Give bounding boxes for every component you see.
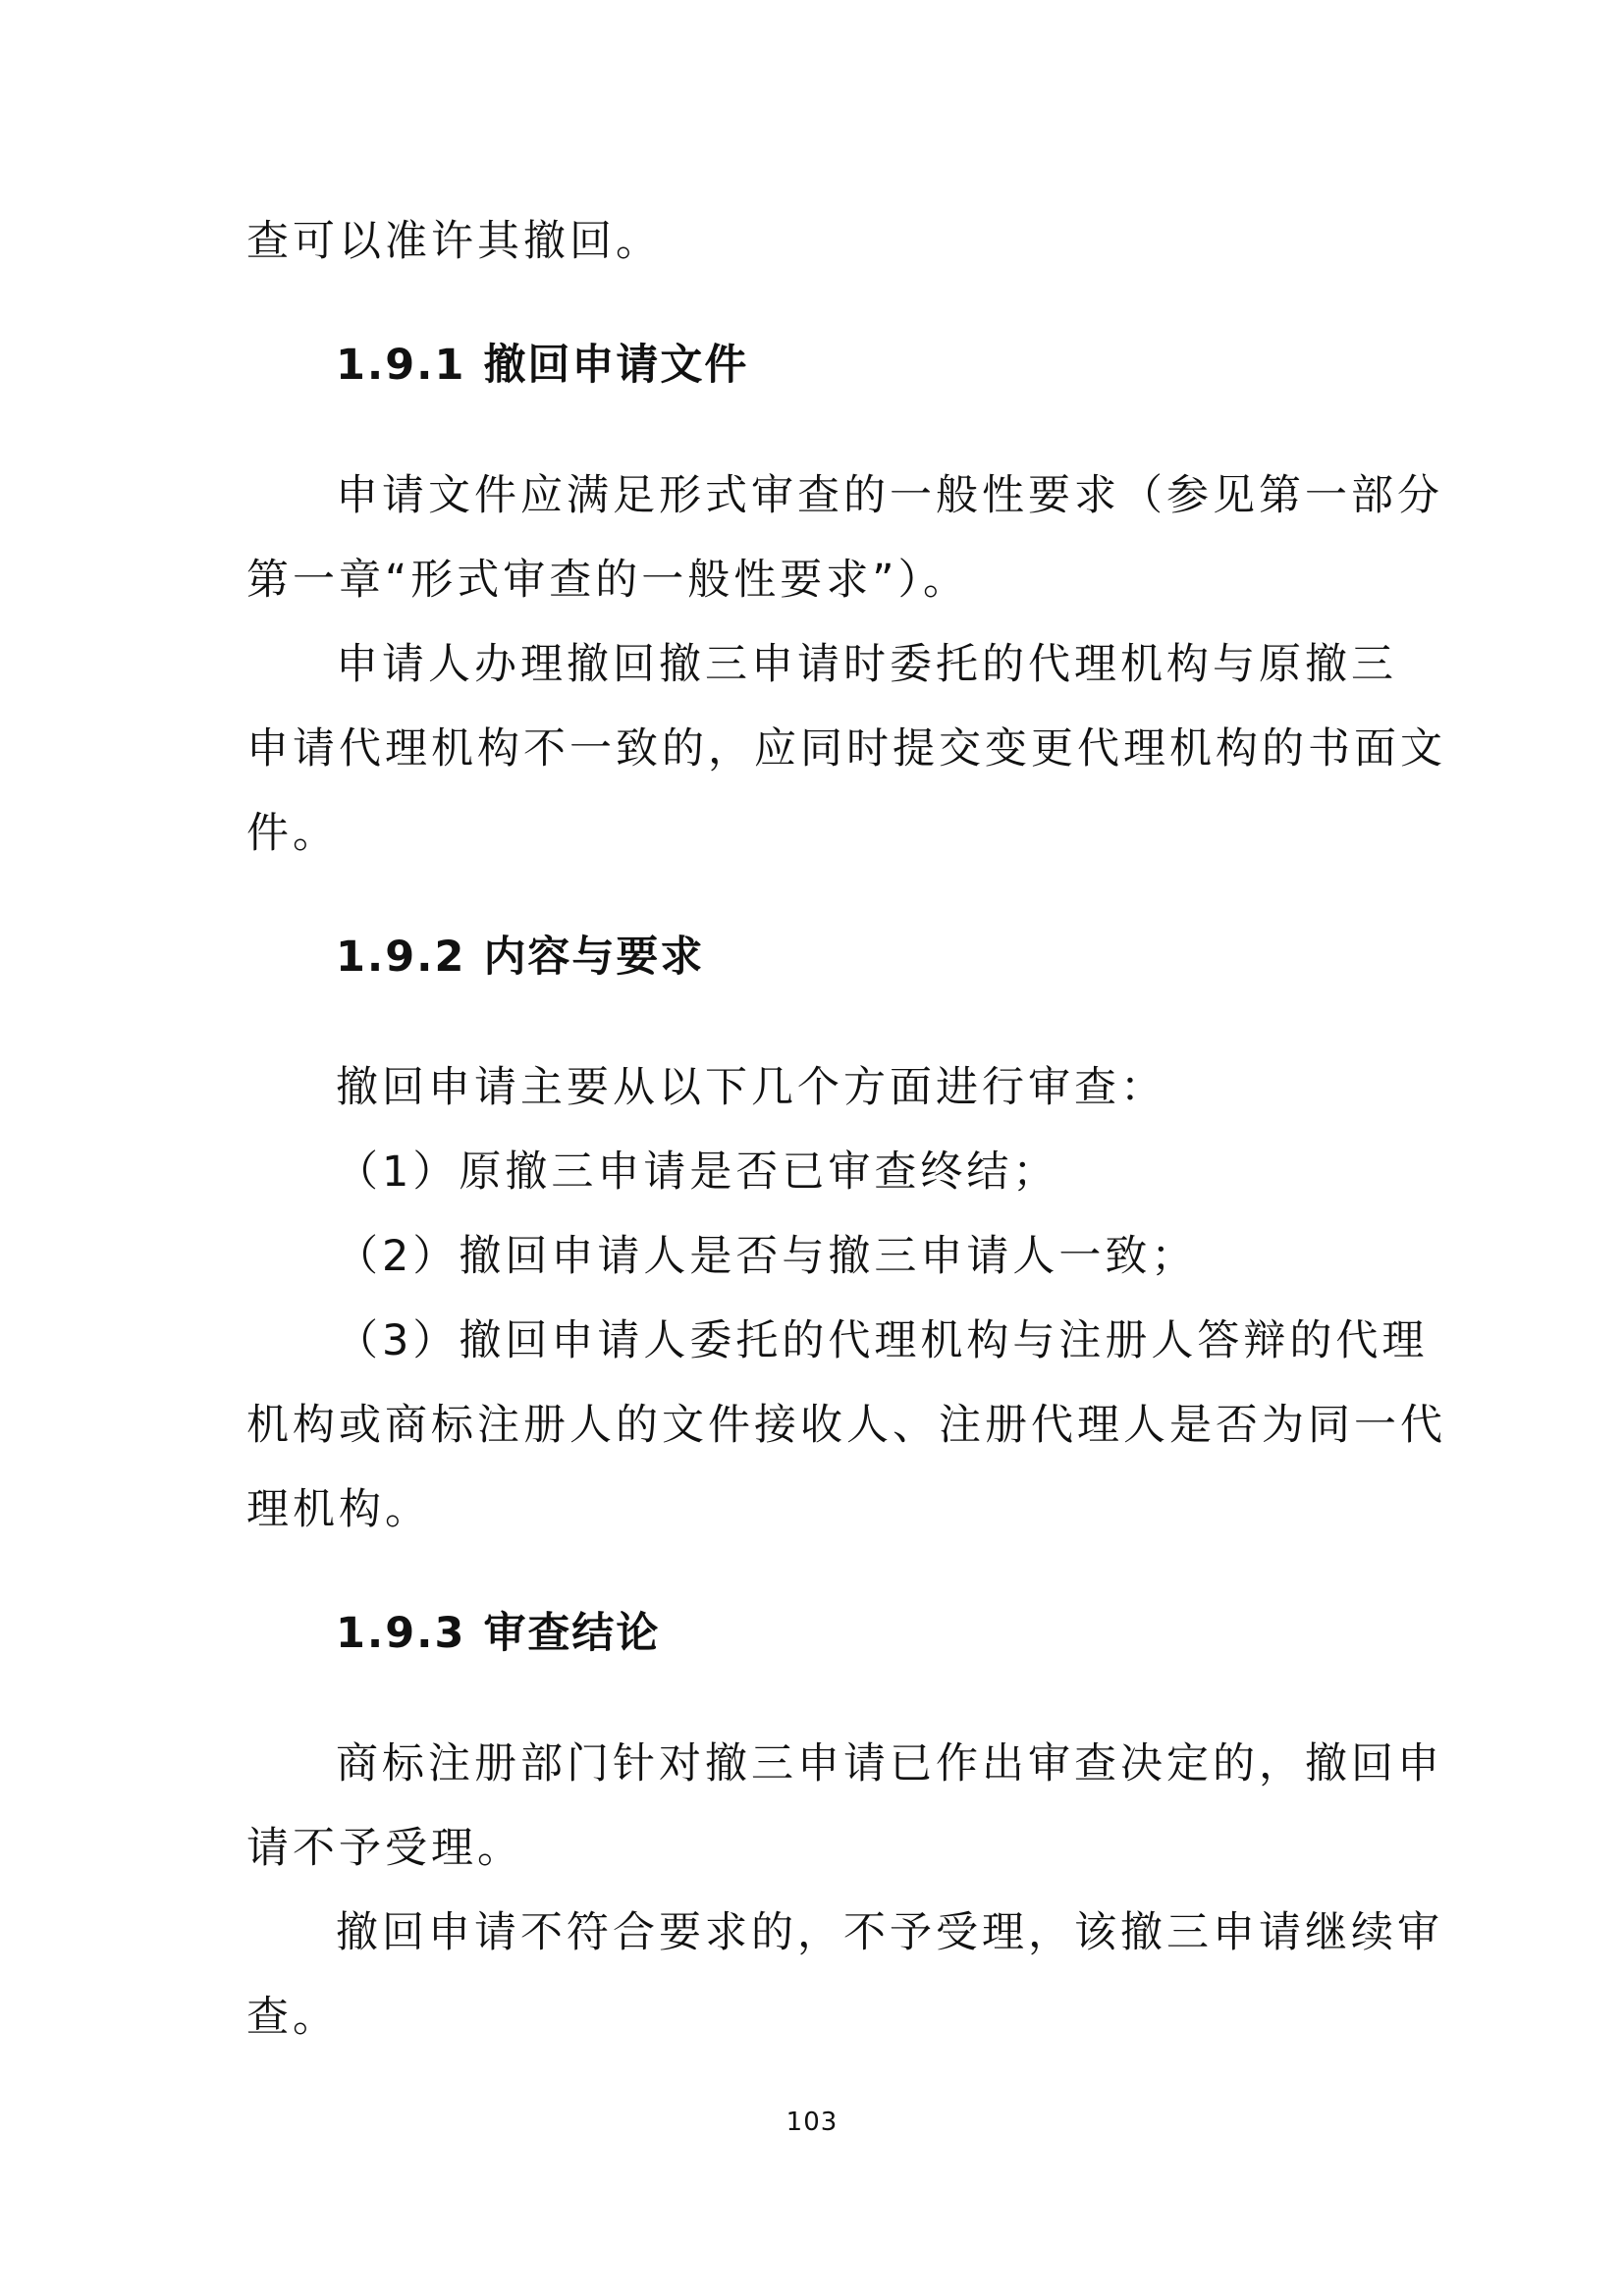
paragraph-line: 第一章“形式审查的一般性要求”）。 — [246, 556, 970, 605]
paragraph-line: 理机构。 — [246, 1485, 431, 1534]
list-item: （2）撤回申请人是否与撤三申请人一致； — [336, 1232, 1198, 1281]
paragraph-line: 撤回申请主要从以下几个方面进行审查： — [336, 1063, 1166, 1112]
paragraph-line: 请不予受理。 — [246, 1824, 523, 1873]
section-heading-1-9-1 — [336, 336, 1318, 395]
section-number: 1.9.3 — [336, 1609, 466, 1658]
paragraph-line: 申请代理机构不一致的，应同时提交变更代理机构的书面文 — [246, 724, 1446, 774]
paragraph-line: 商标注册部门针对撤三申请已作出审查决定的，撤回申 — [336, 1739, 1443, 1789]
section-title: 审查结论 — [483, 1609, 661, 1658]
section-title: 撤回申请文件 — [483, 341, 749, 390]
paragraph-line: 机构或商标注册人的文件接收人、注册代理人是否为同一代 — [246, 1401, 1446, 1450]
paragraph-line: 件。 — [246, 809, 339, 858]
paragraph-line: 撤回申请不符合要求的，不予受理，该撤三申请继续审 — [336, 1908, 1443, 1957]
section-number: 1.9.1 — [336, 341, 466, 390]
paragraph-continuation: 查可以准许其撤回。 — [246, 217, 662, 266]
paragraph-line: 申请人办理撤回撤三申请时委托的代理机构与原撤三 — [336, 640, 1397, 689]
paragraph-line: 查。 — [246, 1993, 339, 2042]
section-heading-1-9-2 — [336, 928, 1318, 987]
list-item: （1）原撤三申请是否已审查终结； — [336, 1148, 1059, 1197]
section-heading-1-9-3 — [336, 1604, 1318, 1663]
page-number: 103 — [785, 2108, 839, 2137]
section-number: 1.9.2 — [336, 933, 466, 982]
list-item: （3）撤回申请人委托的代理机构与注册人答辩的代理 — [336, 1316, 1429, 1365]
section-title: 内容与要求 — [483, 933, 705, 982]
paragraph-line: 申请文件应满足形式审查的一般性要求（参见第一部分 — [336, 471, 1443, 520]
